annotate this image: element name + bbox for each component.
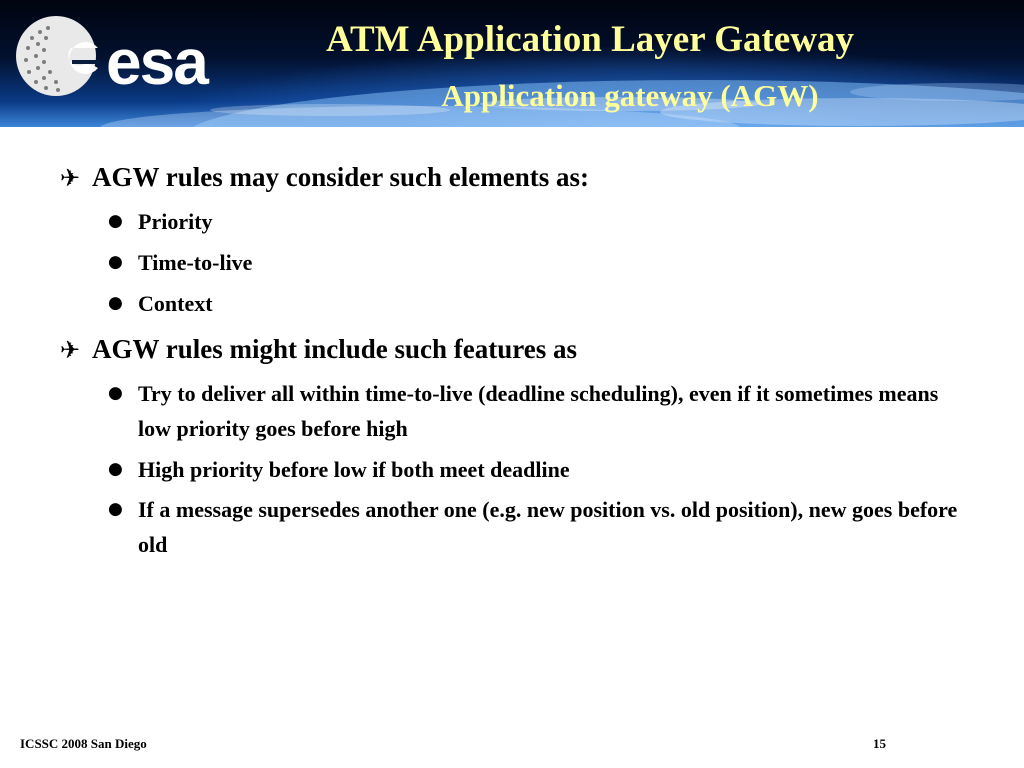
section-heading-text: AGW rules may consider such elements as: xyxy=(92,162,589,192)
list-item-text: Context xyxy=(138,291,213,316)
list-item-text: High priority before low if both meet deadline xyxy=(138,457,570,482)
bullet-icon: ● xyxy=(108,252,123,272)
bullet-icon: ● xyxy=(108,383,123,403)
slide-subtitle: Application gateway (AGW) xyxy=(441,78,819,113)
list-item-text: Try to deliver all within time-to-live (deadline scheduling), even if it sometimes means low priority goes before high xyxy=(138,381,939,441)
footer-event-label: ICSSC 2008 San Diego xyxy=(20,736,147,751)
list-item xyxy=(108,376,968,446)
section-heading-1 xyxy=(60,160,980,195)
list-item-text: If a message supersedes another one (e.g. new position vs. old position), new goes before old xyxy=(138,497,958,557)
bullet-icon: ● xyxy=(108,499,123,519)
section-heading-2 xyxy=(60,332,980,367)
bullet-icon: ● xyxy=(108,293,123,313)
page-number: 15 xyxy=(873,736,886,751)
esa-logo-text: esa xyxy=(106,26,207,98)
bullet-icon: ● xyxy=(108,459,123,479)
airplane-icon: ✈ xyxy=(60,164,81,192)
section-heading-text: AGW rules might include such features as xyxy=(92,334,578,364)
list-item xyxy=(108,492,968,562)
airplane-icon: ✈ xyxy=(60,336,81,364)
slide-title: ATM Application Layer Gateway xyxy=(326,19,854,60)
bullet-icon: ● xyxy=(108,211,123,231)
list-item xyxy=(108,452,968,487)
list-item-text: Time-to-live xyxy=(138,250,253,275)
list-item xyxy=(108,245,968,280)
list-item xyxy=(108,204,968,239)
list-item-text: Priority xyxy=(138,209,213,234)
list-item xyxy=(108,286,968,321)
